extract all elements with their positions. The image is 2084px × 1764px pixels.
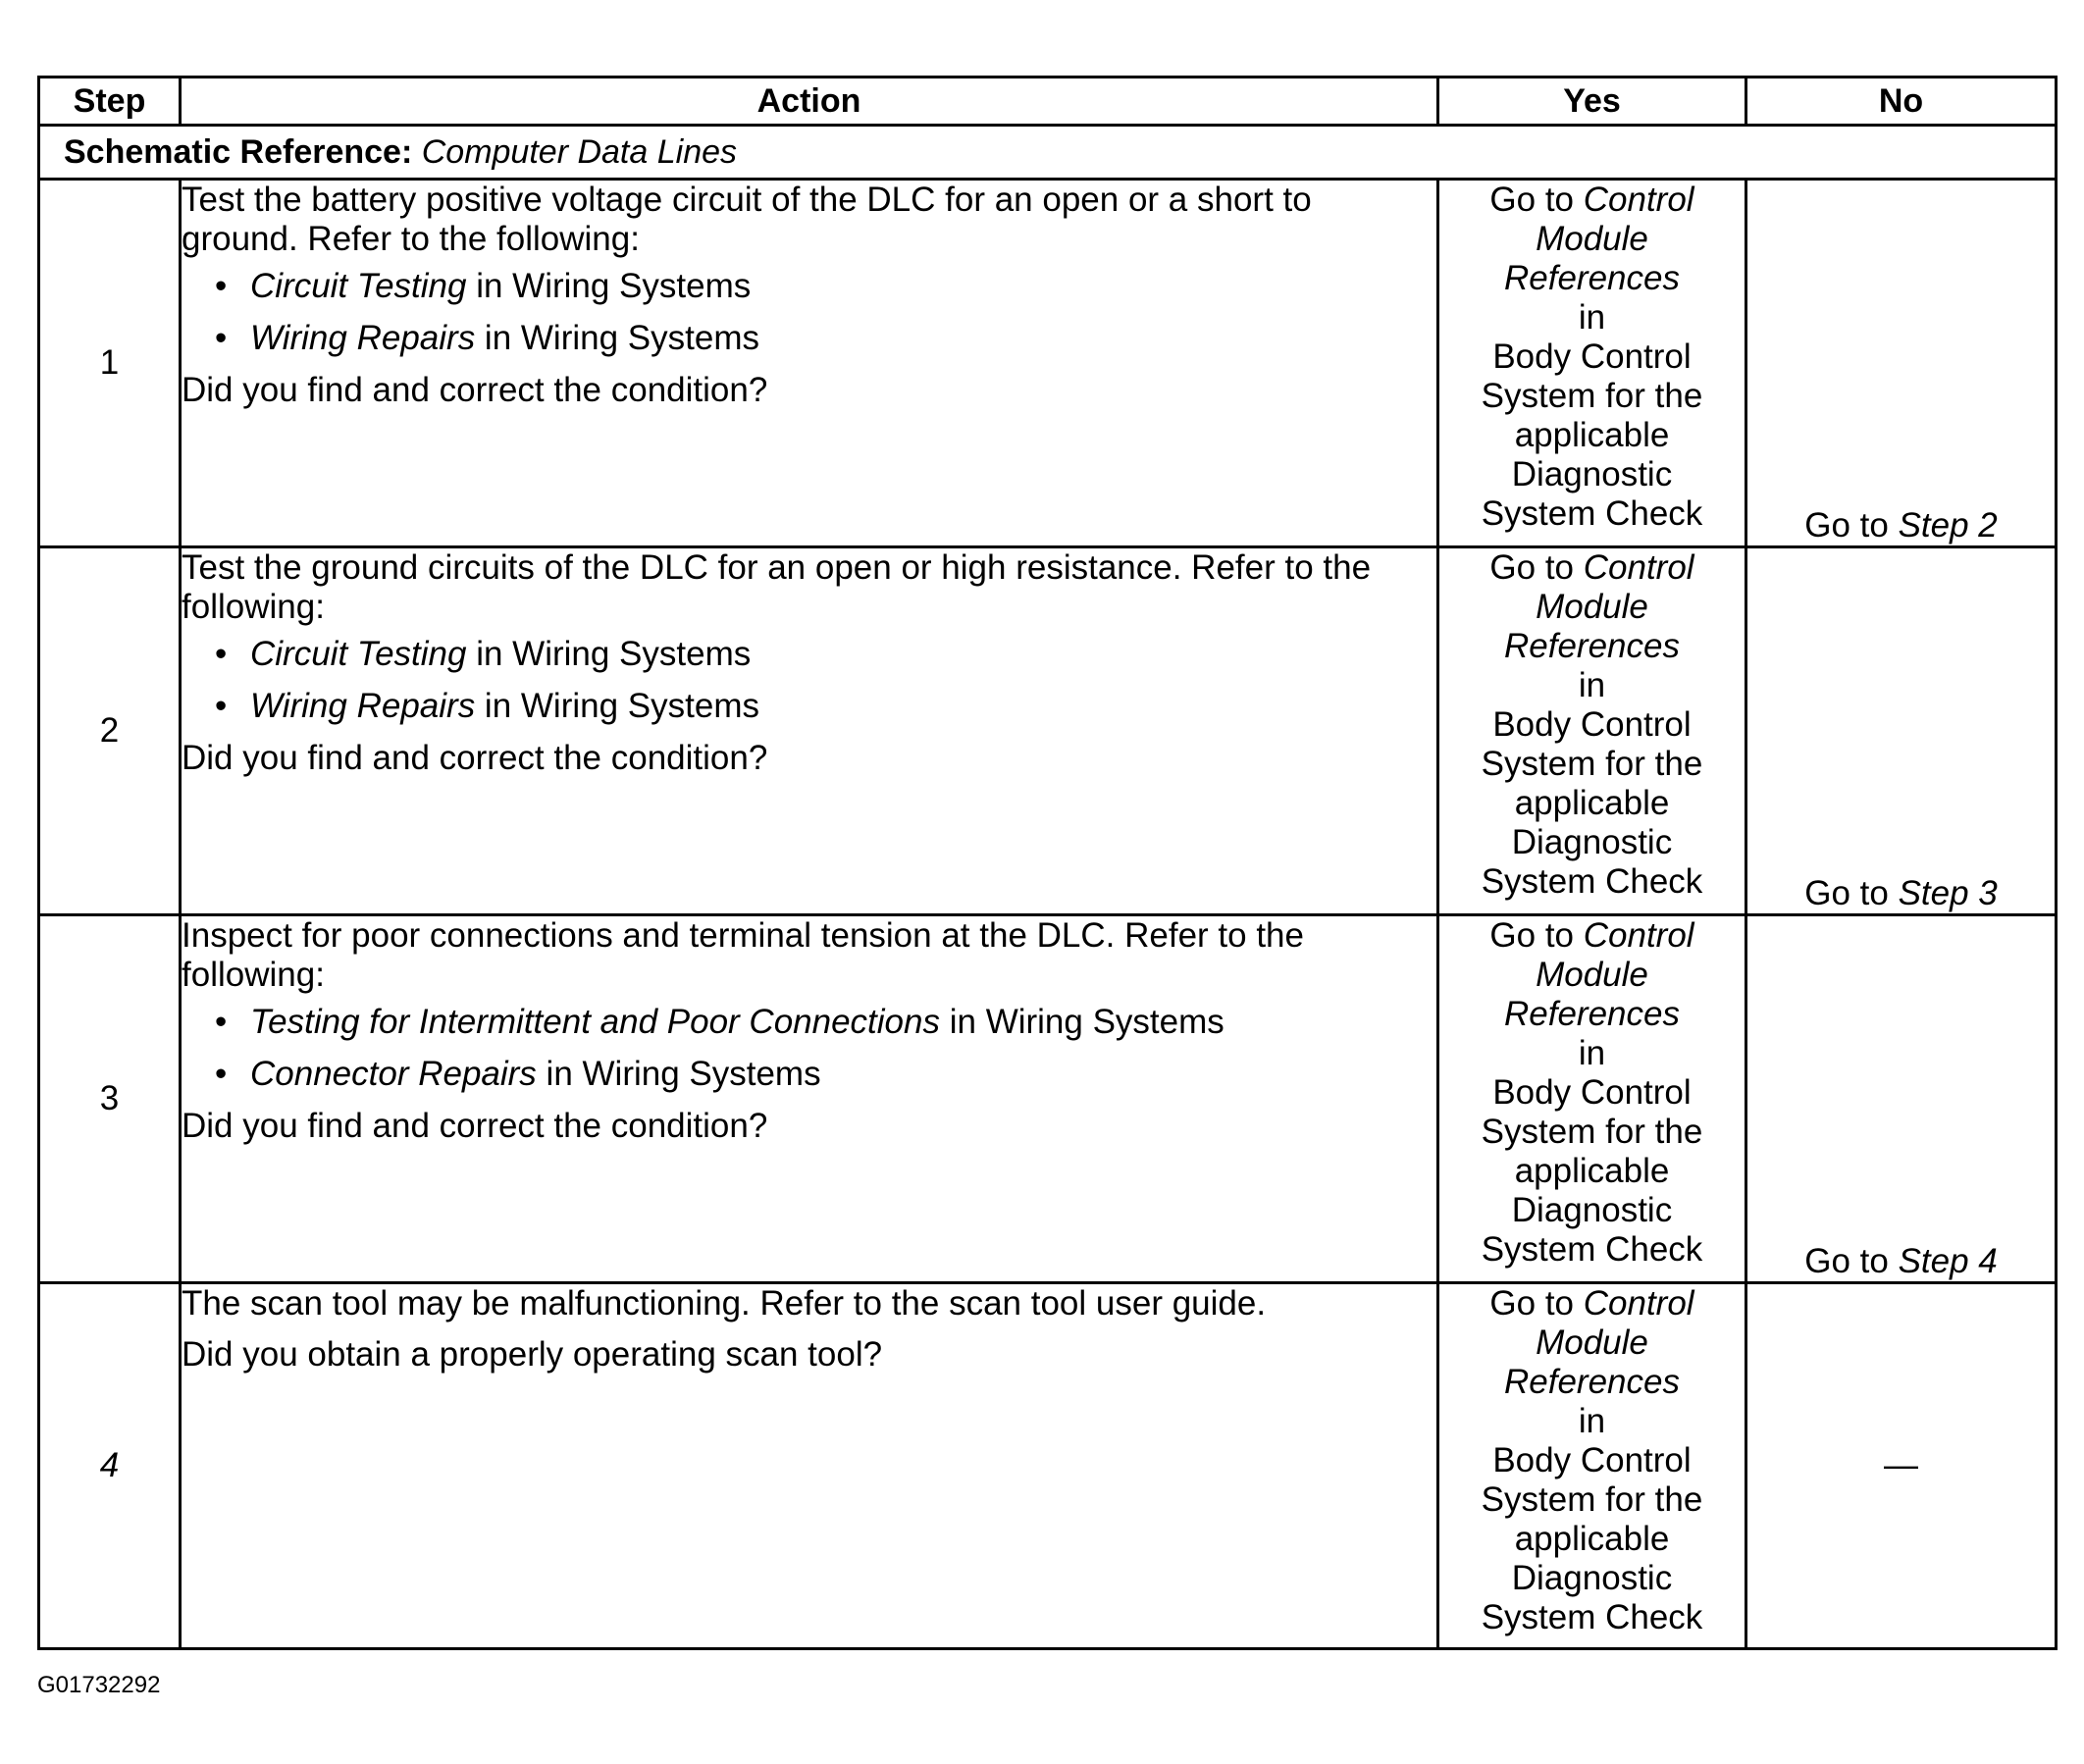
yes-reference-link[interactable]: Control xyxy=(1583,548,1694,587)
yes-text: System for the xyxy=(1481,1480,1703,1519)
yes-text: in xyxy=(1578,1402,1606,1440)
step-number: 3 xyxy=(39,915,181,1283)
list-item: • Testing for Intermittent and Poor Connections in Wiring Systems xyxy=(215,1003,1224,1041)
yes-text: Diagnostic xyxy=(1511,1191,1673,1229)
reference-suffix: in Wiring Systems xyxy=(466,635,752,673)
schematic-reference-row xyxy=(39,126,2057,180)
reference-link[interactable]: Wiring Repairs xyxy=(250,687,476,725)
list-item: • Wiring Repairs in Wiring Systems xyxy=(215,687,759,725)
list-item: • Connector Repairs in Wiring Systems xyxy=(215,1055,821,1093)
yes-cell xyxy=(1438,1283,1746,1649)
no-go-to: Go to xyxy=(1804,1242,1899,1280)
action-cell xyxy=(181,915,1438,1283)
no-cell xyxy=(1746,180,2057,547)
schematic-reference-label: Schematic Reference: xyxy=(64,132,413,171)
action-cell xyxy=(181,180,1438,547)
reference-link[interactable]: Circuit Testing xyxy=(250,267,467,305)
yes-text: System for the xyxy=(1481,377,1703,415)
action-question: Did you find and correct the condition? xyxy=(182,1107,768,1145)
reference-list xyxy=(182,1003,1436,1094)
yes-text: System Check xyxy=(1481,1598,1703,1636)
action-intro: The scan tool may be malfunctioning. Refer to the scan tool user guide. xyxy=(182,1284,1267,1323)
no-cell: — xyxy=(1746,1283,2057,1649)
reference-suffix: in Wiring Systems xyxy=(475,319,759,357)
reference-link[interactable]: Circuit Testing xyxy=(250,635,467,673)
yes-text: System Check xyxy=(1481,1230,1703,1269)
yes-text: in xyxy=(1578,1034,1606,1072)
reference-list xyxy=(182,267,1436,358)
step-number: 4 xyxy=(39,1283,181,1649)
action-question: Did you obtain a properly operating scan tool? xyxy=(182,1335,883,1374)
yes-reference-link[interactable]: Module xyxy=(1536,956,1648,994)
no-step-link[interactable]: Step 3 xyxy=(1898,874,1998,912)
yes-text: Body Control xyxy=(1492,705,1692,744)
yes-text: applicable xyxy=(1514,1520,1670,1558)
reference-suffix: in Wiring Systems xyxy=(940,1003,1224,1041)
list-item: • Circuit Testing in Wiring Systems xyxy=(215,267,752,305)
diagnostic-table xyxy=(37,76,2058,1650)
figure-id: G01732292 xyxy=(37,1672,161,1698)
reference-link[interactable]: Testing for Intermittent and Poor Connections xyxy=(250,1003,940,1041)
yes-cell xyxy=(1438,547,1746,915)
yes-text: System Check xyxy=(1481,494,1703,533)
reference-list xyxy=(182,635,1436,726)
yes-text: Body Control xyxy=(1492,1073,1692,1112)
reference-suffix: in Wiring Systems xyxy=(466,267,752,305)
action-intro: Inspect for poor connections and terminal tension at the DLC. Refer to the following: xyxy=(182,916,1304,994)
reference-suffix: in Wiring Systems xyxy=(475,687,759,725)
yes-cell xyxy=(1438,915,1746,1283)
yes-text: System for the xyxy=(1481,1113,1703,1151)
yes-reference-link[interactable]: References xyxy=(1504,1363,1680,1401)
yes-text: Diagnostic xyxy=(1511,823,1673,861)
action-cell xyxy=(181,547,1438,915)
yes-text: Diagnostic xyxy=(1511,455,1673,493)
yes-cell xyxy=(1438,180,1746,547)
action-intro: Test the battery positive voltage circuit of the DLC for an open or a short to ground. Refer to the following: xyxy=(182,181,1312,258)
no-cell xyxy=(1746,547,2057,915)
yes-text: applicable xyxy=(1514,416,1670,454)
yes-text: in xyxy=(1578,666,1606,704)
step-number: 2 xyxy=(39,547,181,915)
reference-link[interactable]: Wiring Repairs xyxy=(250,319,476,357)
yes-text: Body Control xyxy=(1492,1441,1692,1479)
yes-reference-link[interactable]: Module xyxy=(1536,588,1648,626)
yes-text: applicable xyxy=(1514,784,1670,822)
no-step-link[interactable]: Step 4 xyxy=(1898,1242,1998,1280)
yes-reference-link[interactable]: Control xyxy=(1583,916,1694,955)
step-number: 1 xyxy=(39,180,181,547)
table-row xyxy=(39,547,2057,915)
action-question: Did you find and correct the condition? xyxy=(182,371,768,409)
yes-reference-link[interactable]: Module xyxy=(1536,1323,1648,1362)
no-cell xyxy=(1746,915,2057,1283)
yes-reference-link[interactable]: Control xyxy=(1583,1284,1694,1323)
yes-reference-link[interactable]: References xyxy=(1504,259,1680,297)
yes-go-to: Go to xyxy=(1489,1284,1584,1323)
yes-reference-link[interactable]: Control xyxy=(1583,181,1694,219)
yes-go-to: Go to xyxy=(1489,181,1584,219)
yes-go-to: Go to xyxy=(1489,916,1584,955)
reference-link[interactable]: Connector Repairs xyxy=(250,1055,537,1093)
yes-text: Body Control xyxy=(1492,337,1692,376)
action-question: Did you find and correct the condition? xyxy=(182,739,768,777)
header-step: Step xyxy=(39,78,181,126)
yes-text: System Check xyxy=(1481,862,1703,901)
header-row xyxy=(39,78,2057,126)
yes-reference-link[interactable]: Module xyxy=(1536,220,1648,258)
no-step-link[interactable]: Step 2 xyxy=(1898,506,1998,545)
action-intro: Test the ground circuits of the DLC for an open or high resistance. Refer to the following: xyxy=(182,548,1372,626)
header-action: Action xyxy=(181,78,1438,126)
table-row xyxy=(39,180,2057,547)
yes-text: System for the xyxy=(1481,745,1703,783)
no-go-to: Go to xyxy=(1804,506,1899,545)
yes-text: applicable xyxy=(1514,1152,1670,1190)
yes-reference-link[interactable]: References xyxy=(1504,627,1680,665)
reference-suffix: in Wiring Systems xyxy=(536,1055,821,1093)
yes-go-to: Go to xyxy=(1489,548,1584,587)
header-yes: Yes xyxy=(1438,78,1746,126)
header-no: No xyxy=(1746,78,2057,126)
list-item: • Wiring Repairs in Wiring Systems xyxy=(215,319,759,357)
no-go-to: Go to xyxy=(1804,874,1899,912)
yes-text: in xyxy=(1578,298,1606,337)
table-row xyxy=(39,915,2057,1283)
schematic-reference xyxy=(39,126,2057,180)
list-item: • Circuit Testing in Wiring Systems xyxy=(215,635,752,673)
table-row xyxy=(39,1283,2057,1649)
schematic-reference-value: Computer Data Lines xyxy=(421,132,738,171)
yes-text: Diagnostic xyxy=(1511,1559,1673,1597)
yes-reference-link[interactable]: References xyxy=(1504,995,1680,1033)
action-cell xyxy=(181,1283,1438,1649)
